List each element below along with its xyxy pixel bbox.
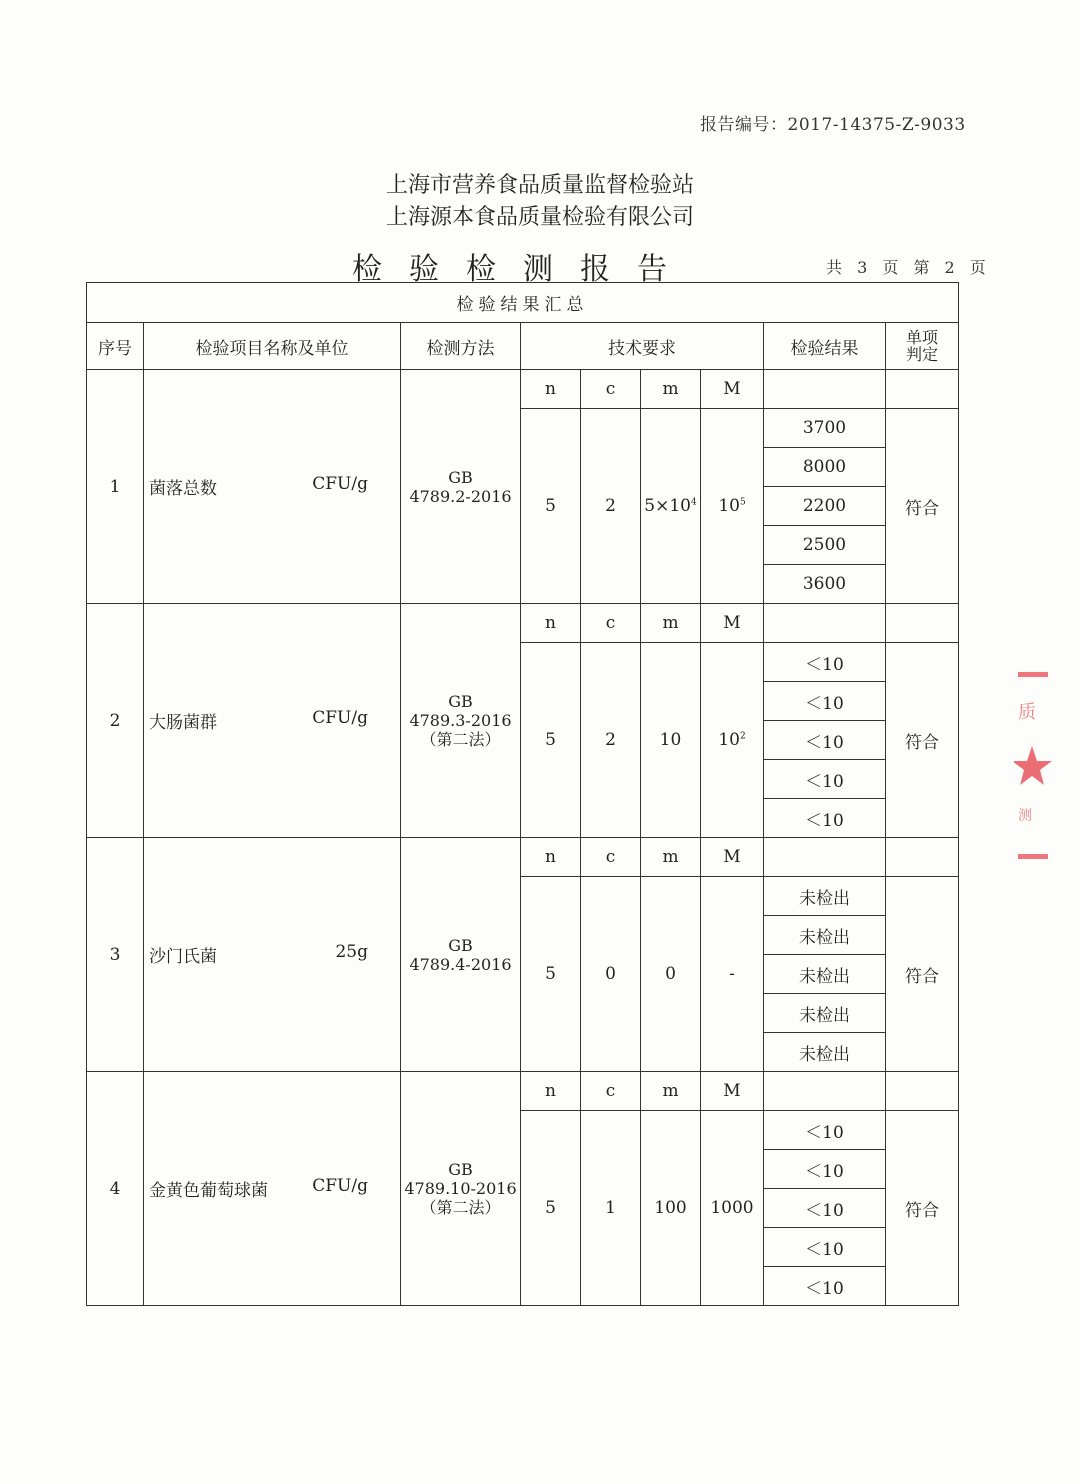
verdict-cell: 符合 [886, 877, 959, 1072]
m-value [641, 409, 701, 604]
result-cell: 未检出 [764, 994, 886, 1033]
seq-cell: 3 [87, 838, 144, 1072]
M-value [701, 409, 764, 604]
sub-header-M: M [701, 604, 764, 643]
n-value: 5 [521, 643, 581, 838]
result-cell: 未检出 [764, 1033, 886, 1072]
method-cell [401, 838, 521, 1072]
sub-header-c: c [581, 370, 641, 409]
seq-cell: 2 [87, 604, 144, 838]
m-base: 0 [665, 964, 676, 984]
sub-header-m: m [641, 604, 701, 643]
m-base: 5×10 [644, 496, 691, 516]
M-value [701, 1111, 764, 1306]
method-cell [401, 1072, 521, 1306]
item-name: 大肠菌群 [149, 713, 217, 733]
sub-header-M: M [701, 1072, 764, 1111]
verdict-cell: 符合 [886, 643, 959, 838]
method-line2: 4789.2-2016 [409, 486, 512, 506]
result-cell: 8000 [764, 448, 886, 487]
sub-header-n: n [521, 838, 581, 877]
result-header-blank [764, 604, 886, 643]
summary-title: 检验结果汇总 [87, 283, 959, 323]
result-cell: 3600 [764, 565, 886, 604]
method-line1: GB [448, 467, 473, 487]
method-line1: GB [448, 1160, 473, 1179]
header-method: 检测方法 [401, 323, 521, 370]
m-value [641, 1111, 701, 1306]
header-requirement: 技术要求 [521, 323, 764, 370]
n-value: 5 [521, 877, 581, 1072]
sub-header-m: m [641, 838, 701, 877]
sub-header-n: n [521, 604, 581, 643]
n-value: 5 [521, 1111, 581, 1306]
result-cell: 2500 [764, 526, 886, 565]
n-value: 5 [521, 409, 581, 604]
result-header-blank [764, 1072, 886, 1111]
result-cell: ＜10 [764, 1228, 886, 1267]
verdict-cell: 符合 [886, 1111, 959, 1306]
method-line3: （第二法） [420, 1198, 501, 1217]
M-exponent: 5 [739, 497, 746, 508]
sub-header-c: c [581, 838, 641, 877]
method-line2: 4789.10-2016 [404, 1179, 517, 1198]
sub-header-n: n [521, 1072, 581, 1111]
c-value: 1 [581, 1111, 641, 1306]
m-exponent: 4 [690, 497, 697, 508]
verdict-header-blank [886, 1072, 959, 1111]
sub-header-M: M [701, 838, 764, 877]
result-cell: ＜10 [764, 1189, 886, 1228]
item-unit: CFU/g [312, 1176, 368, 1196]
star-icon [1014, 746, 1052, 785]
org-name-2: 上海源本食品质量检验有限公司 [385, 205, 694, 230]
item-name: 菌落总数 [149, 479, 217, 499]
sub-header-M: M [701, 370, 764, 409]
seal-stamp [1014, 668, 1054, 868]
header-verdict [886, 323, 959, 370]
sub-header-m: m [641, 370, 701, 409]
org-name-1: 上海市营养食品质量监督检验站 [385, 173, 694, 198]
header-verdict-line1: 单项 [906, 328, 939, 347]
method-line2: 4789.4-2016 [409, 954, 512, 974]
method-line1: GB [448, 935, 473, 955]
c-value: 2 [581, 643, 641, 838]
method-line2: 4789.3-2016 [409, 711, 512, 730]
m-base: 100 [654, 1198, 687, 1218]
result-cell: 未检出 [764, 916, 886, 955]
result-cell: ＜10 [764, 643, 886, 682]
method-cell [401, 370, 521, 604]
M-base: - [729, 964, 735, 984]
m-value [641, 643, 701, 838]
result-header-blank [764, 838, 886, 877]
verdict-header-blank [886, 370, 959, 409]
M-exponent: 2 [739, 731, 746, 742]
svg-text:质: 质 [1018, 702, 1036, 723]
item-name-cell [144, 370, 401, 604]
item-name: 金黄色葡萄球菌 [149, 1181, 268, 1201]
report-title: 检验检测报告 [352, 252, 694, 287]
sub-header-n: n [521, 370, 581, 409]
sub-header-m: m [641, 1072, 701, 1111]
header-seq: 序号 [87, 323, 144, 370]
M-base: 1000 [710, 1198, 754, 1218]
M-value [701, 643, 764, 838]
result-cell: 3700 [764, 409, 886, 448]
method-line1: GB [448, 692, 473, 711]
result-cell: 未检出 [764, 877, 886, 916]
item-name-cell [144, 838, 401, 1072]
method-line3: （第二法） [420, 730, 501, 749]
report-number: 报告编号：2017-14375-Z-9033 [700, 115, 966, 135]
result-cell: ＜10 [764, 682, 886, 721]
m-base: 10 [659, 730, 682, 750]
item-name-cell [144, 1072, 401, 1306]
M-value [701, 877, 764, 1072]
result-cell: 2200 [764, 487, 886, 526]
result-cell: ＜10 [764, 760, 886, 799]
seq-cell: 4 [87, 1072, 144, 1306]
header-result: 检验结果 [764, 323, 886, 370]
result-cell: ＜10 [764, 1267, 886, 1306]
item-name: 沙门氏菌 [149, 947, 217, 967]
item-unit: CFU/g [312, 474, 368, 494]
page-count: 共 3 页 第 2 页 [826, 258, 991, 277]
result-header-blank [764, 370, 886, 409]
c-value: 0 [581, 877, 641, 1072]
header-verdict-line2: 判定 [906, 345, 939, 364]
M-base: 10 [718, 496, 740, 516]
result-cell: ＜10 [764, 1111, 886, 1150]
results-table [86, 282, 959, 1306]
result-cell: 未检出 [764, 955, 886, 994]
verdict-header-blank [886, 604, 959, 643]
result-cell: ＜10 [764, 799, 886, 838]
item-unit: CFU/g [312, 708, 368, 728]
seq-cell: 1 [87, 370, 144, 604]
svg-text:测: 测 [1018, 808, 1032, 824]
item-name-cell [144, 604, 401, 838]
method-cell [401, 604, 521, 838]
item-unit: 25g [335, 942, 368, 962]
M-base: 10 [718, 730, 740, 750]
sub-header-c: c [581, 604, 641, 643]
header-item: 检验项目名称及单位 [144, 323, 401, 370]
verdict-cell: 符合 [886, 409, 959, 604]
verdict-header-blank [886, 838, 959, 877]
m-value [641, 877, 701, 1072]
result-cell: ＜10 [764, 1150, 886, 1189]
sub-header-c: c [581, 1072, 641, 1111]
result-cell: ＜10 [764, 721, 886, 760]
c-value: 2 [581, 409, 641, 604]
